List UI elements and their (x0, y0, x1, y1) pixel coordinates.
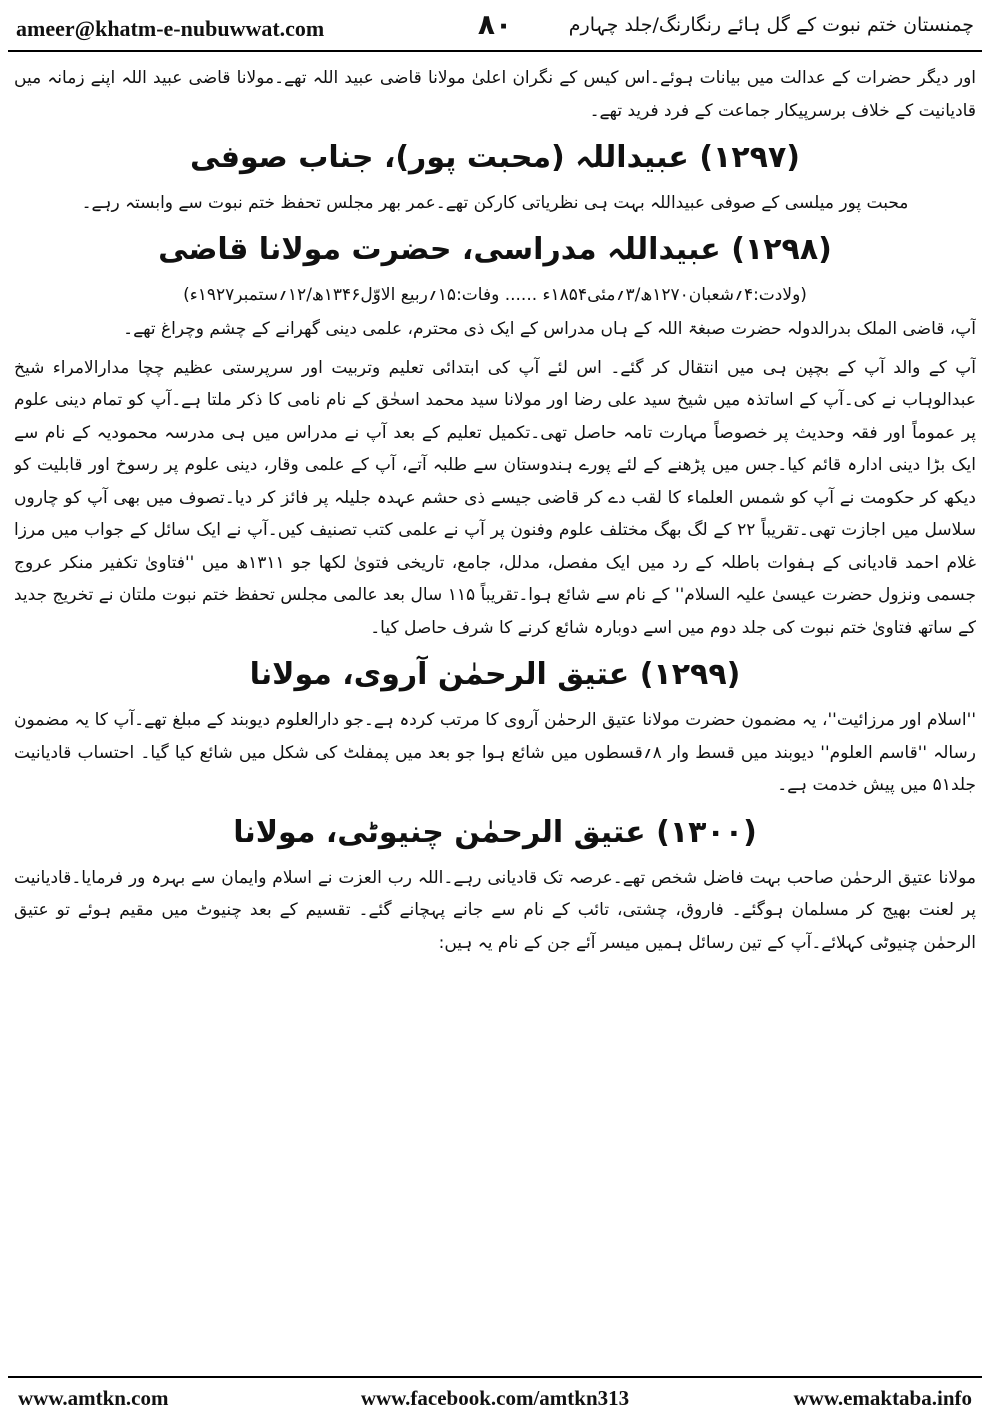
footer-link-amtkn[interactable]: www.amtkn.com (18, 1386, 169, 1410)
book-title: چمنستان ختم نبوت کے گل ہائے رنگارنگ/جلد چہارم (568, 14, 974, 36)
header-divider (8, 50, 982, 52)
section-paragraph-1298-a: آپ، قاضی الملک بدرالدولہ حضرت صبغۃ اللہ کے ہاں مدراس کے ایک ذی محترم، علمی دینی گھرانے کے چشم وچراغ تھے۔ (123, 319, 976, 339)
section-subtitle-1297: محبت پور میلسی کے صوفی عبیداللہ بہت ہی نظریاتی کارکن تھے۔عمر بھر مجلس تحفظ ختم نبوت سے وابستہ رہے۔ (81, 193, 909, 213)
section-heading-1298: (۱۲۹۸) عبیداللہ مدراسی، حضرت مولانا قاضی (158, 232, 832, 267)
section-paragraph-1298-b: آپ کے والد آپ کے بچپن ہی میں انتقال کر گئے۔ اس لئے آپ کی ابتدائی تعلیم وتربیت اور سرپرستی عظیم چچا مدارالامراء شیخ عبدالوہاب نے کی۔آپ کے اساتذہ میں شیخ سید علی رضا اور مولانا سید محمد اسحٰق کے نام نامی کا ذکر ملتا ہے۔آپ کو تمام دینی علوم پر عموماً اور فقہ وحدیث پر خصوصاً مہارت تامہ حاصل تھی۔تکمیل تعلیم کے بعد آپ نے مدراس میں ہی مدرسہ محمودیہ کے نام سے ایک بڑا دینی ادارہ قائم کیا۔جس میں پڑھنے کے لئے پورے ہندوستان سے طلبہ آتے، آپ کے علمی وقار، دینی علوم پر رسوخ اور قابلیت کو دیکھ کر حکومت نے آپ کو شمس العلماء کا لقب دے کر قاضی جیسے ذی حشم عہدہ جلیلہ پر فائز کر دیا۔تصوف میں بھی آپ کو چاروں سلاسل میں اجازت تھی۔تقریباً ۲۲ کے لگ بھگ مختلف علوم وفنون پر آپ نے علمی کتب تصنیف کیں۔آپ نے ایک سائل کے جواب میں مرزا غلام احمد قادیانی کے ہفوات باطلہ کے رد میں ایک مفصل، مدلل، جامع، تاریخی فتویٰ لکھا جو ۱۳۱۱ھ میں ''فتاویٰ تکفیر منکر عروج جسمی ونزول حضرت عیسیٰ علیہ السلام'' کے نام سے شائع ہوا۔تقریباً ۱۱۵ سال بعد عالمی مجلس تحفظ ختم نبوت ملتان نے تخریج جدید کے ساتھ فتاویٰ ختم نبوت کی جلد دوم میں اسے دوبارہ شائع کرنے کا شرف حاصل کیا۔ (14, 357, 976, 638)
page-header (8, 6, 982, 50)
page-content (14, 62, 976, 1368)
header-email[interactable]: ameer@khatm-e-nubuwwat.com (16, 16, 325, 41)
section-paragraph-1299: ''اسلام اور مرزائیت''، یہ مضمون حضرت مولانا عتیق الرحمٰن آروی کا مرتب کردہ ہے۔جو دارالعلوم دیوبند کے مبلغ تھے۔آپ کا یہ مضمون رسالہ ''قاسم العلوم'' دیوبند میں قسط وار ۸؍قسطوں میں شائع ہوا جو بعد میں پمفلٹ کی شکل میں شائع کیا گیا۔ احتساب قادیانیت جلد۵۱ میں پیش خدمت ہے۔ (14, 710, 976, 795)
footer-divider (8, 1376, 982, 1378)
footer-link-facebook[interactable]: www.facebook.com/amtkn313 (360, 1386, 630, 1410)
page-footer (8, 1384, 982, 1414)
footer-link-emaktaba[interactable]: www.emaktaba.info (793, 1386, 972, 1410)
section-heading-1297: (۱۲۹۷) عبیداللہ (محبت پور)، جناب صوفی (189, 140, 801, 175)
section-paragraph-1300: مولانا عتیق الرحمٰن صاحب بہت فاضل شخص تھے۔عرصہ تک قادیانی رہے۔اللہ رب العزت نے اسلام وایمان سے بہرہ ور فرمایا۔قادیانیت پر لعنت بھیج کر مسلمان ہوگئے۔ فاروق، چشتی، تائب کے نام سے جانے پہچانے گئے۔ تقسیم کے بعد چنیوٹ میں مقیم ہوئے تو عتیق الرحمٰن چنیوٹی کہلائے۔آپ کے تین رسائل ہمیں میسر آئے جن کے نام یہ ہیں: (14, 867, 976, 953)
section-heading-1300: (۱۳۰۰) عتیق الرحمٰن چنیوٹی، مولانا (233, 814, 757, 850)
intro-paragraph: اور دیگر حضرات کے عدالت میں بیانات ہوئے۔اس کیس کے نگران اعلیٰ مولانا قاضی عبید اللہ تھے۔مولانا قاضی عبید اللہ اپنے زمانہ میں قادیانیت کے خلاف برسرپیکار جماعت کے فرد فرید تھے۔ (14, 68, 976, 121)
page-number: ۸۰ (477, 8, 513, 41)
section-heading-1299: (۱۲۹۹) عتیق الرحمٰن آروی، مولانا (249, 657, 741, 692)
section-dates-1298: (ولادت:۴؍شعبان۱۲۷۰ھ/۳؍مئی۱۸۵۴ء ...... وفات:۱۵؍ربیع الاوّل۱۳۴۶ھ/۱۲؍ستمبر۱۹۲۷ء) (183, 285, 807, 305)
